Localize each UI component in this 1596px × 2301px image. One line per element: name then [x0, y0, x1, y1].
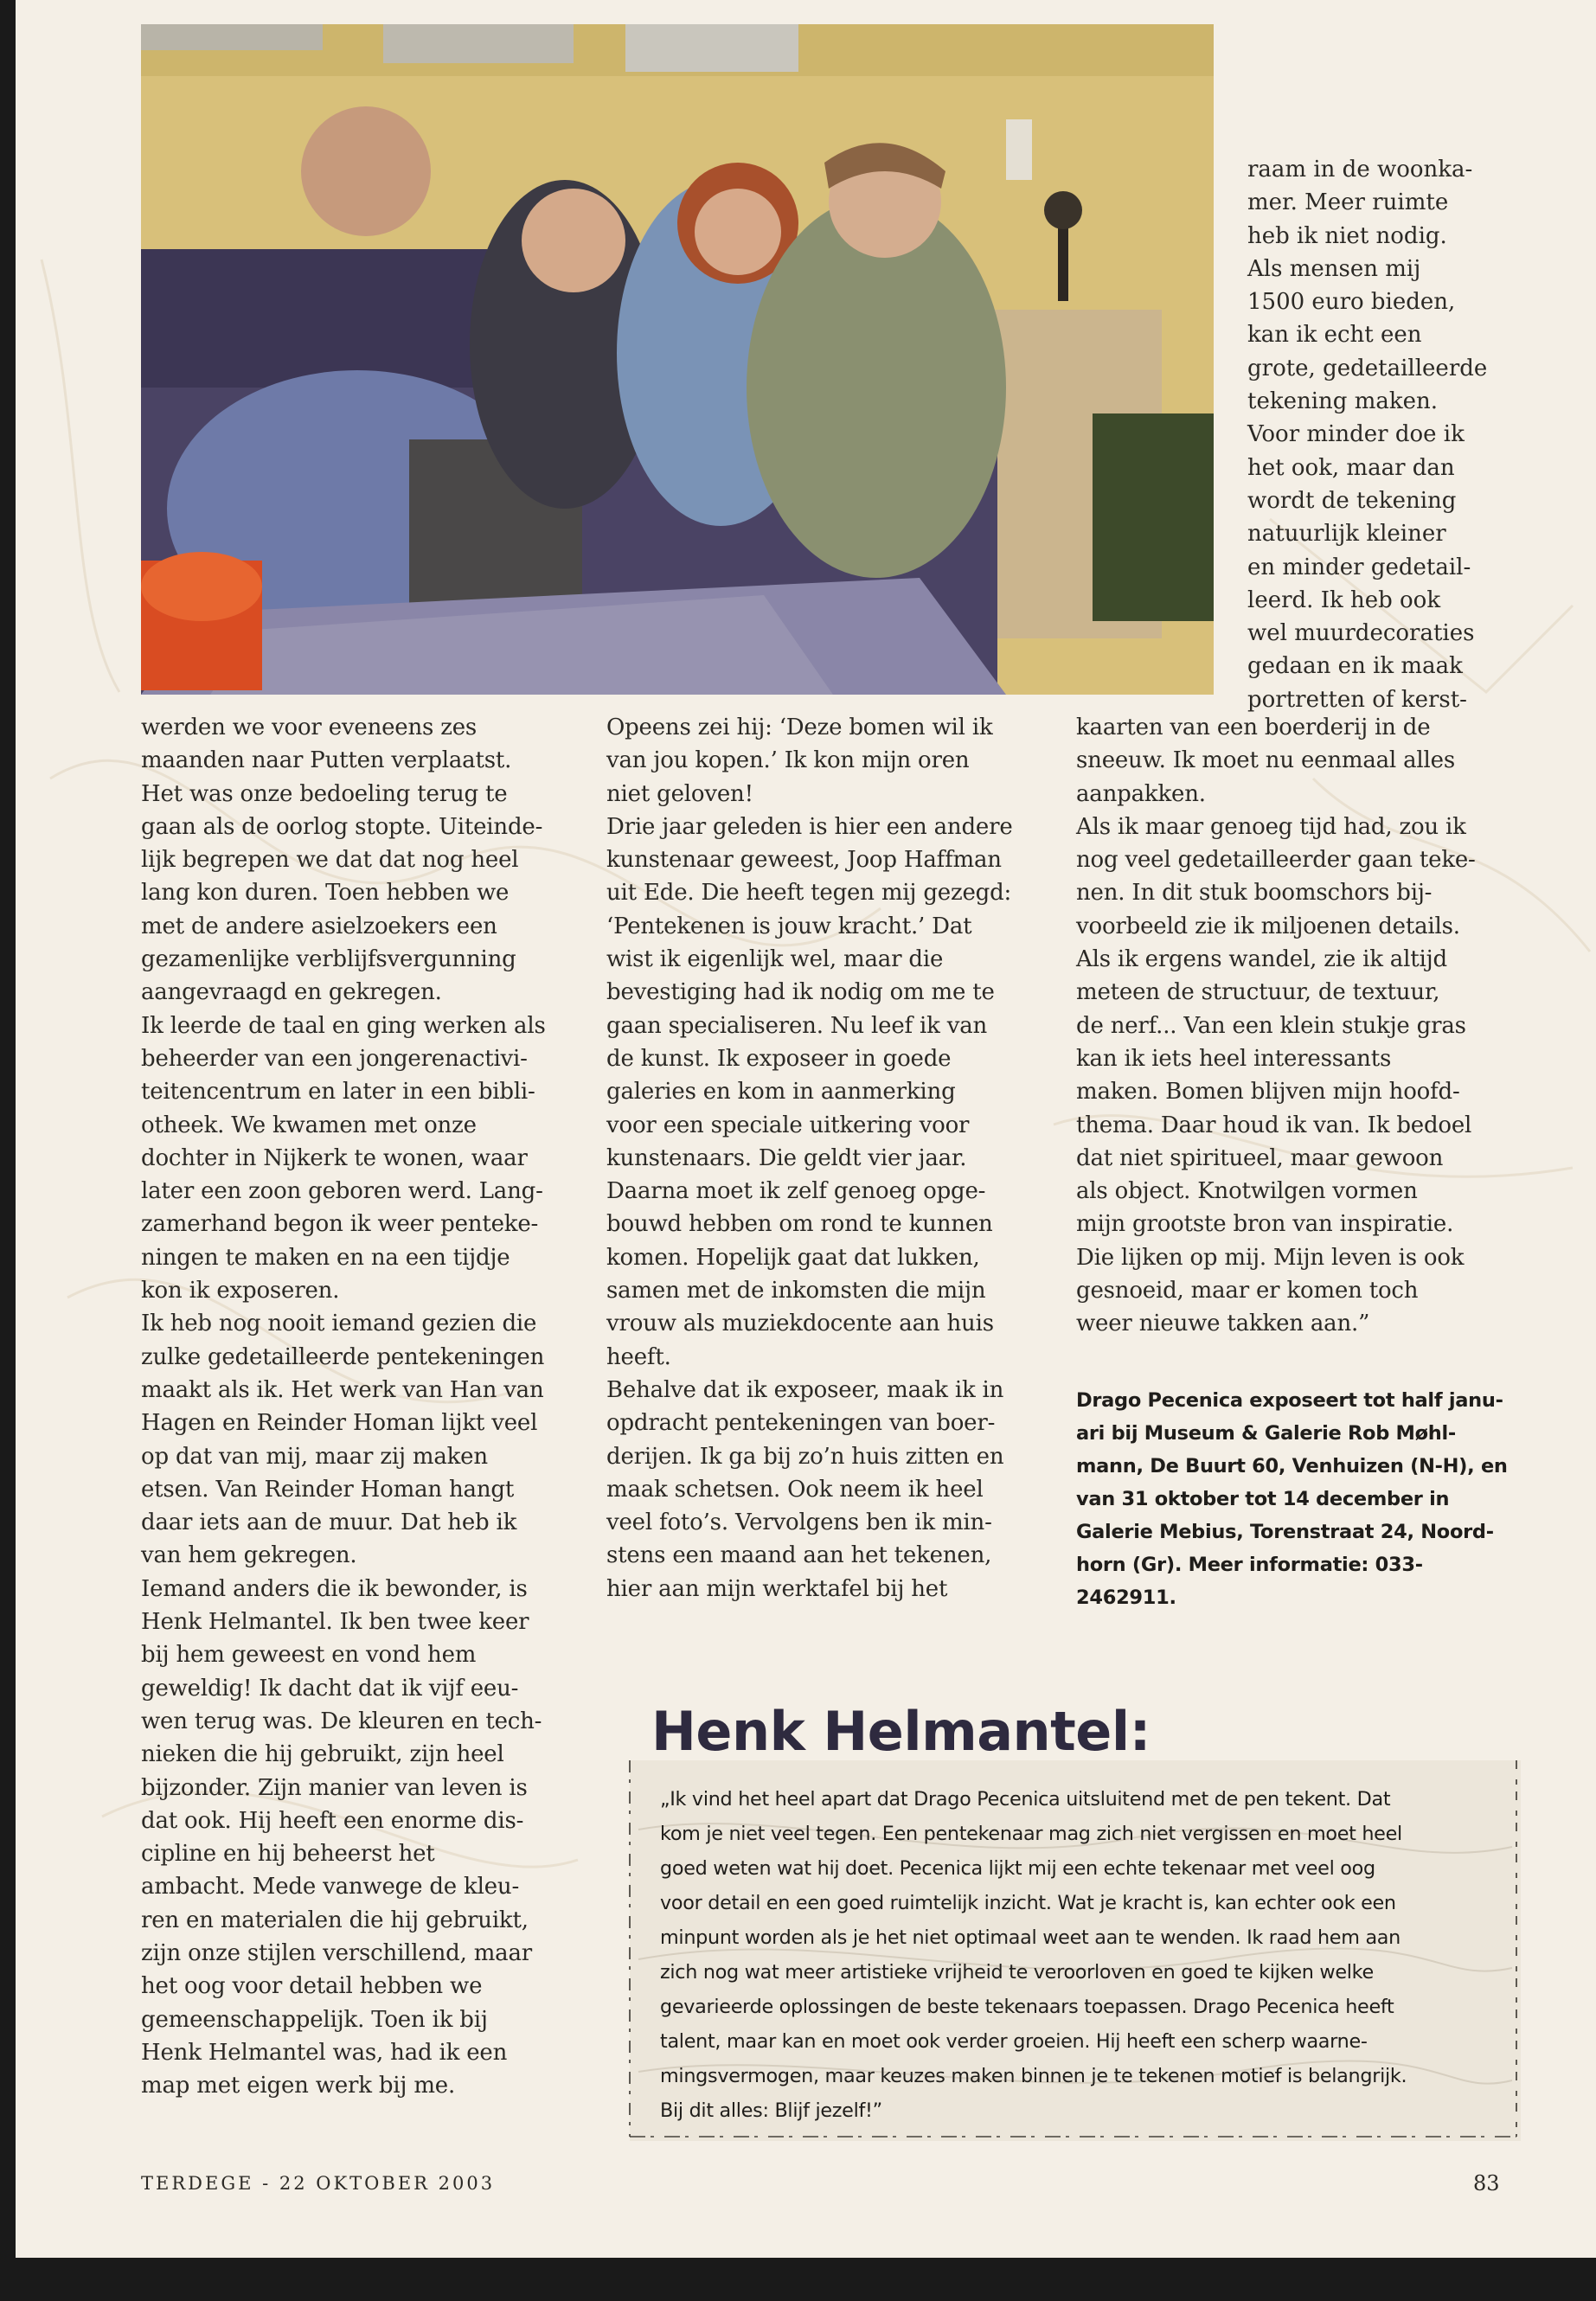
column-left — [141, 711, 591, 2102]
family-photo — [141, 24, 1214, 695]
col-mid-paragraph-3: Behalve dat ik exposeer, maak ik in opdracht pentekeningen van boer- derijen. Ik ga bij zo’n huis zitten en maak schetsen. Ook neem ik heel veel foto’s. Vervolgens ben ik min- stens een maand aan het tekenen, hier aan mijn werktafel bij het — [606, 1376, 1004, 1602]
column-right — [1076, 711, 1535, 1341]
col-left-paragraph-4: Iemand anders die ik bewonder, is Henk Helmantel. Ik ben twee keer bij hem geweest en vond hem geweldig! Ik dacht dat ik vijf eeu- wen terug was. De kleuren en tech- nieken die hij gebruikt, zijn heel bijzonder. Zijn manier van leven is dat ook. Hij heeft een enorme dis- cipline en hij beheerst het ambacht. Mede vanwege de kleu- ren en materialen die hij gebruikt, zijn onze stijlen verschillend, maar het oog voor detail hebben we gemeenschappelijk. Toen ik bij Henk Helmantel was, had ik een map met eigen werk bij me. — [141, 1575, 542, 2099]
page-number: 83 — [1473, 2171, 1500, 2195]
column-middle — [606, 711, 1056, 1606]
col-mid-paragraph-2: Drie jaar geleden is hier een andere kunstenaar geweest, Joop Haffman uit Ede. Die heeft tegen mij gezegd: ‘Pentekenen is jouw kracht.’ Dat wist ik eigenlijk wel, maar die bevestiging had ik nodig om me te gaan specialiseren. Nu leef ik van de kunst. Ik exposeer in goede galeries en kom in aanmerking voor een speciale uitkering voor kunstenaars. Die geldt vier jaar. Daarna moet ik zelf genoeg opge- bouwd hebben om rond te kunnen komen. Hopelijk gaat dat lukken, samen met de inkomsten die mijn vrouw als muziekdocente aan huis heeft. — [606, 813, 1013, 1370]
col-left-paragraph-1: werden we voor eveneens zes maanden naar Putten verplaatst. Het was onze bedoeling terug te gaan als de oorlog stopte. Uiteinde- lijk begrepen we dat dat nog heel lang kon duren. Toen hebben we met de andere asielzoekers een gezamenlijke verblijfsvergunning aangevraagd en gekregen. — [141, 715, 543, 1006]
magazine-page — [16, 0, 1596, 2258]
col-left-paragraph-3: Ik heb nog nooit iemand gezien die zulke gedetailleerde pentekeningen maakt als ik. Het werk van Han van Hagen en Reinder Homan lijkt veel op dat van mij, maar zij maken etsen. Van Reinder Homan hangt daar iets aan de muur. Dat heb ik van hem gekregen. — [141, 1311, 545, 1569]
quote-title: Henk Helmantel: — [651, 1700, 1151, 1763]
col-right-paragraph-1: kaarten van een boerderij in de sneeuw. Ik moet nu eenmaal alles aanpakken. — [1076, 715, 1455, 807]
col-mid-paragraph-1: Opeens zei hij: ‘Deze bomen wil ik van jou kopen.’ Ik kon mijn oren niet geloven! — [606, 715, 993, 807]
col-left-paragraph-2: Ik leerde de taal en ging werken als beheerder van een jongerenactivi- teitencentrum en later in een bibli- otheek. We kwamen met onze dochter in Nijkerk te wonen, waar later een zoon geboren werd. Lang- zamerhand begon ik weer penteke- ningen te maken en na een tijdje kon ik exposeren. — [141, 1012, 546, 1304]
exhibition-notice: Drago Pecenica exposeert tot half janu- ari bij Museum & Galerie Rob Møhl- mann, De Buurt 60, Venhuizen (N-H), en van 31 oktober tot 14 december in Galerie Mebius, Torenstraat 24, Noord- horn (Gr). Meer informatie: 033- 2462911. — [1076, 1389, 1508, 1609]
quote-body: „Ik vind het heel apart dat Drago Pecenica uitsluitend met de pen tekent. Dat kom je niet veel tegen. Een pentekenaar mag zich niet vergissen en moet heel goed weten wat hij doet. Pecenica lijkt mij een echte tekenaar met veel oog voor detail en een goed ruimtelijk inzicht. Wat je kracht is, kan echter ook een minpunt worden als je het niet optimaal weet aan te wenden. Ik raad hem aan zich nog wat meer artistieke vrijheid te veroorloven en goed te kijken welke gevarieerde oplossingen de beste tekenaars toepassen. Drago Pecenica heeft talent, maar kan en moet ook verder groeien. Hij heeft een scherp waarne- mingsvermogen, maar keuzes maken binnen je te tekenen motief is belangrijk. Bij dit alles: Blijf jezelf!” — [660, 1788, 1407, 2122]
quote-box — [612, 1700, 1525, 2150]
col-right-paragraph-2: Als ik maar genoeg tijd had, zou ik nog veel gedetailleerder gaan teke- nen. In dit stuk boomschors bij- voorbeeld zie ik miljoenen details. Als ik ergens wandel, zie ik altijd meteen de structuur, de textuur, de nerf... Van een klein stukje gras kan ik iets heel interessants maken. Bomen blijven mijn hoofd- thema. Daar houd ik van. Ik bedoel dat niet spiritueel, maar gewoon als object. Knotwilgen vormen mijn grootste bron van inspiratie. Die lijken op mij. Mijn leven is ook gesnoeid, maar er komen toch weer nieuwe takken aan.” — [1076, 813, 1476, 1337]
column-right-top: raam in de woonka- mer. Meer ruimte heb ik niet nodig. Als mensen mij 1500 euro bieden, kan ik echt een grote, gedetailleerde tekening maken. Voor minder doe ik het ook, maar dan wordt de tekening natuurlijk kleiner en minder gedetail- leerd. Ik heb ook wel muurdecoraties gedaan en ik maak portretten of kerst- — [1247, 157, 1488, 713]
footer-publication: TERDEGE - 22 OKTOBER 2003 — [141, 2173, 496, 2194]
